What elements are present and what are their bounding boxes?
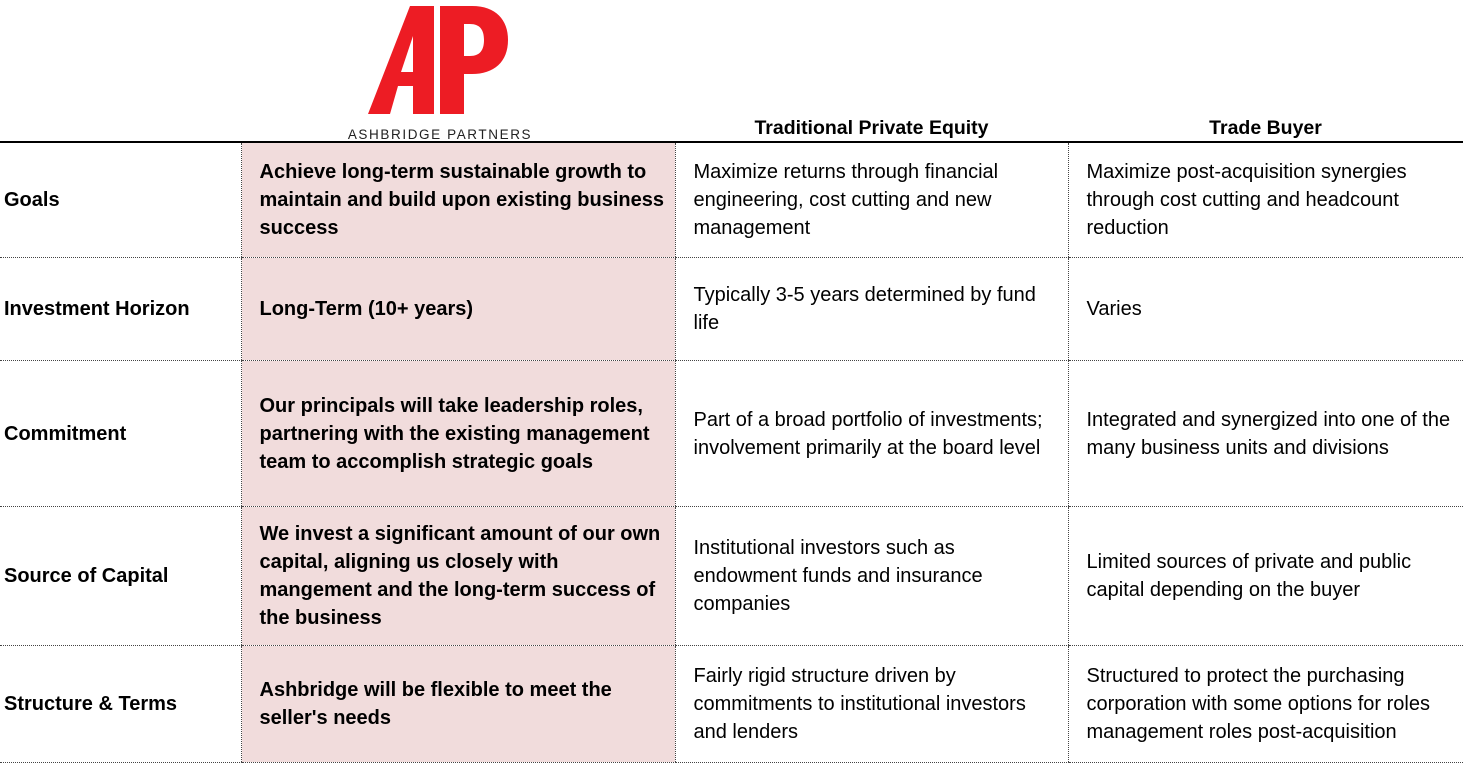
brand-name: ASHBRIDGE PARTNERS: [347, 127, 533, 142]
table-row: [0, 507, 1463, 646]
row-label: Commitment: [0, 361, 241, 507]
row-label: Investment Horizon: [0, 258, 241, 361]
traditional-pe-cell: Institutional investors such as endowment funds and insurance companies: [675, 507, 1068, 646]
header-label-column: [0, 112, 241, 142]
table-row: [0, 142, 1463, 258]
trade-buyer-cell: Integrated and synergized into one of the many business units and divisions: [1068, 361, 1463, 507]
table-row: [0, 258, 1463, 361]
header-traditional-pe: Traditional Private Equity: [675, 112, 1068, 142]
row-label: Goals: [0, 142, 241, 258]
table-row: [0, 646, 1463, 763]
ashbridge-cell: We invest a significant amount of our own capital, aligning us closely with mangement and the long-term success of the business: [241, 507, 675, 646]
row-label: Structure & Terms: [0, 646, 241, 763]
row-label: Source of Capital: [0, 507, 241, 646]
traditional-pe-cell: Part of a broad portfolio of investments; involvement primarily at the board level: [675, 361, 1068, 507]
traditional-pe-cell: Fairly rigid structure driven by commitments to institutional investors and lenders: [675, 646, 1068, 763]
header-ashbridge-column: [241, 112, 675, 142]
ashbridge-cell: Our principals will take leadership roles, partnering with the existing management team to accomplish strategic goals: [241, 361, 675, 507]
trade-buyer-cell: Limited sources of private and public capital depending on the buyer: [1068, 507, 1463, 646]
traditional-pe-cell: Typically 3-5 years determined by fund life: [675, 258, 1068, 361]
trade-buyer-cell: Structured to protect the purchasing corporation with some options for roles management roles post-acquisition: [1068, 646, 1463, 763]
header-trade-buyer: Trade Buyer: [1068, 112, 1463, 142]
trade-buyer-cell: Maximize post-acquisition synergies through cost cutting and headcount reduction: [1068, 142, 1463, 258]
ashbridge-cell: Long-Term (10+ years): [241, 258, 675, 361]
ashbridge-cell: Ashbridge will be flexible to meet the seller's needs: [241, 646, 675, 763]
header-row: [0, 112, 1463, 142]
ashbridge-cell: Achieve long-term sustainable growth to maintain and build upon existing business success: [241, 142, 675, 258]
traditional-pe-cell: Maximize returns through financial engineering, cost cutting and new management: [675, 142, 1068, 258]
comparison-table: [0, 112, 1463, 763]
table-row: [0, 361, 1463, 507]
trade-buyer-cell: Varies: [1068, 258, 1463, 361]
ap-logo-mark-icon: [368, 6, 508, 118]
